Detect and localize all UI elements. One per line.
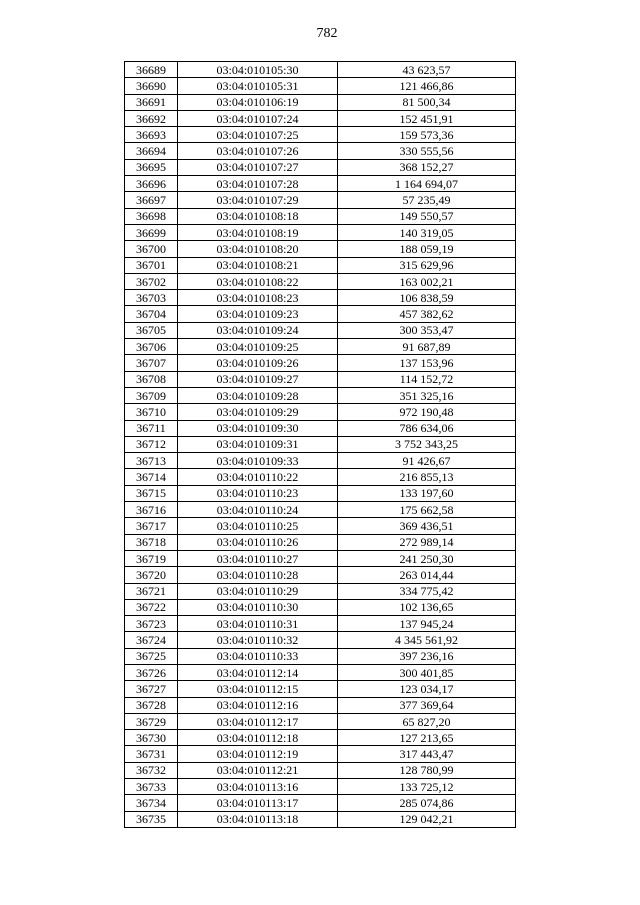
cadastral-value-cell: 216 855,13: [338, 469, 516, 485]
cadastral-number-cell: 03:04:010110:31: [178, 616, 338, 632]
table-row: [125, 567, 516, 583]
cadastral-number-cell: 03:04:010107:26: [178, 143, 338, 159]
cadastral-number-cell: 03:04:010110:33: [178, 648, 338, 664]
row-number-cell: 36728: [125, 697, 178, 713]
cadastral-number-cell: 03:04:010107:29: [178, 192, 338, 208]
table-row: [125, 62, 516, 78]
cadastral-value-cell: 397 236,16: [338, 648, 516, 664]
cadastral-number-cell: 03:04:010108:21: [178, 257, 338, 273]
cadastral-value-cell: 368 152,27: [338, 159, 516, 175]
row-number-cell: 36714: [125, 469, 178, 485]
table-row: [125, 127, 516, 143]
cadastral-number-cell: 03:04:010105:30: [178, 62, 338, 78]
row-number-cell: 36703: [125, 290, 178, 306]
cadastral-number-cell: 03:04:010108:19: [178, 224, 338, 240]
row-number-cell: 36690: [125, 78, 178, 94]
cadastral-number-cell: 03:04:010109:29: [178, 404, 338, 420]
table-row: [125, 779, 516, 795]
table-row: [125, 811, 516, 827]
table-row: [125, 110, 516, 126]
cadastral-number-cell: 03:04:010109:23: [178, 306, 338, 322]
table-row: [125, 795, 516, 811]
cadastral-value-cell: 334 775,42: [338, 583, 516, 599]
row-number-cell: 36727: [125, 681, 178, 697]
cadastral-value-cell: 137 153,96: [338, 355, 516, 371]
cadastral-number-cell: 03:04:010110:27: [178, 550, 338, 566]
row-number-cell: 36695: [125, 159, 178, 175]
table-row: [125, 78, 516, 94]
table-row: [125, 469, 516, 485]
row-number-cell: 36708: [125, 371, 178, 387]
row-number-cell: 36711: [125, 420, 178, 436]
cadastral-value-cell: 3 752 343,25: [338, 436, 516, 452]
cadastral-value-cell: 121 466,86: [338, 78, 516, 94]
row-number-cell: 36726: [125, 664, 178, 680]
cadastral-number-cell: 03:04:010113:17: [178, 795, 338, 811]
row-number-cell: 36696: [125, 176, 178, 192]
row-number-cell: 36697: [125, 192, 178, 208]
table-row: [125, 273, 516, 289]
table-row: [125, 697, 516, 713]
cadastral-number-cell: 03:04:010110:23: [178, 485, 338, 501]
cadastral-number-cell: 03:04:010113:18: [178, 811, 338, 827]
cadastral-value-cell: 972 190,48: [338, 404, 516, 420]
table-row: [125, 143, 516, 159]
cadastral-value-cell: 263 014,44: [338, 567, 516, 583]
table-body: [125, 62, 516, 828]
cadastral-number-cell: 03:04:010109:24: [178, 322, 338, 338]
row-number-cell: 36712: [125, 436, 178, 452]
table-row: [125, 746, 516, 762]
cadastral-value-cell: 123 034,17: [338, 681, 516, 697]
cadastral-value-cell: 128 780,99: [338, 762, 516, 778]
table-row: [125, 648, 516, 664]
cadastral-number-cell: 03:04:010105:31: [178, 78, 338, 94]
page-number: 782: [316, 26, 338, 41]
row-number-cell: 36733: [125, 779, 178, 795]
cadastral-value-table: [124, 61, 516, 828]
table-row: [125, 339, 516, 355]
cadastral-number-cell: 03:04:010109:28: [178, 387, 338, 403]
cadastral-value-cell: 106 838,59: [338, 290, 516, 306]
row-number-cell: 36724: [125, 632, 178, 648]
cadastral-value-cell: 175 662,58: [338, 502, 516, 518]
cadastral-number-cell: 03:04:010109:25: [178, 339, 338, 355]
row-number-cell: 36707: [125, 355, 178, 371]
cadastral-number-cell: 03:04:010107:28: [178, 176, 338, 192]
row-number-cell: 36722: [125, 599, 178, 615]
table-row: [125, 583, 516, 599]
row-number-cell: 36723: [125, 616, 178, 632]
row-number-cell: 36705: [125, 322, 178, 338]
cadastral-number-cell: 03:04:010107:27: [178, 159, 338, 175]
table-row: [125, 404, 516, 420]
row-number-cell: 36691: [125, 94, 178, 110]
cadastral-value-cell: 102 136,65: [338, 599, 516, 615]
row-number-cell: 36694: [125, 143, 178, 159]
cadastral-number-cell: 03:04:010110:28: [178, 567, 338, 583]
table-row: [125, 371, 516, 387]
row-number-cell: 36710: [125, 404, 178, 420]
cadastral-value-cell: 43 623,57: [338, 62, 516, 78]
table-row: [125, 290, 516, 306]
row-number-cell: 36731: [125, 746, 178, 762]
cadastral-value-cell: 285 074,86: [338, 795, 516, 811]
table-row: [125, 241, 516, 257]
cadastral-number-cell: 03:04:010108:20: [178, 241, 338, 257]
table-row: [125, 257, 516, 273]
cadastral-value-cell: 4 345 561,92: [338, 632, 516, 648]
row-number-cell: 36698: [125, 208, 178, 224]
cadastral-value-cell: 272 989,14: [338, 534, 516, 550]
cadastral-value-cell: 188 059,19: [338, 241, 516, 257]
cadastral-value-cell: 300 353,47: [338, 322, 516, 338]
row-number-cell: 36704: [125, 306, 178, 322]
row-number-cell: 36692: [125, 110, 178, 126]
cadastral-number-cell: 03:04:010109:26: [178, 355, 338, 371]
cadastral-number-cell: 03:04:010110:30: [178, 599, 338, 615]
table-row: [125, 208, 516, 224]
cadastral-value-cell: 786 634,06: [338, 420, 516, 436]
cadastral-value-cell: 133 197,60: [338, 485, 516, 501]
row-number-cell: 36715: [125, 485, 178, 501]
table-row: [125, 518, 516, 534]
cadastral-value-cell: 91 687,89: [338, 339, 516, 355]
cadastral-number-cell: 03:04:010110:25: [178, 518, 338, 534]
row-number-cell: 36718: [125, 534, 178, 550]
table-row: [125, 387, 516, 403]
cadastral-value-cell: 351 325,16: [338, 387, 516, 403]
cadastral-value-cell: 137 945,24: [338, 616, 516, 632]
cadastral-value-cell: 317 443,47: [338, 746, 516, 762]
cadastral-value-cell: 129 042,21: [338, 811, 516, 827]
cadastral-value-cell: 241 250,30: [338, 550, 516, 566]
table-row: [125, 730, 516, 746]
table-row: [125, 681, 516, 697]
cadastral-value-cell: 159 573,36: [338, 127, 516, 143]
cadastral-value-cell: 330 555,56: [338, 143, 516, 159]
row-number-cell: 36725: [125, 648, 178, 664]
cadastral-number-cell: 03:04:010107:24: [178, 110, 338, 126]
cadastral-value-cell: 91 426,67: [338, 453, 516, 469]
cadastral-number-cell: 03:04:010112:19: [178, 746, 338, 762]
cadastral-value-cell: 315 629,96: [338, 257, 516, 273]
row-number-cell: 36735: [125, 811, 178, 827]
row-number-cell: 36713: [125, 453, 178, 469]
cadastral-number-cell: 03:04:010112:21: [178, 762, 338, 778]
cadastral-value-cell: 114 152,72: [338, 371, 516, 387]
cadastral-value-cell: 81 500,34: [338, 94, 516, 110]
cadastral-number-cell: 03:04:010112:16: [178, 697, 338, 713]
table-row: [125, 355, 516, 371]
row-number-cell: 36720: [125, 567, 178, 583]
cadastral-value-cell: 369 436,51: [338, 518, 516, 534]
row-number-cell: 36693: [125, 127, 178, 143]
table-row: [125, 502, 516, 518]
cadastral-value-cell: 300 401,85: [338, 664, 516, 680]
table-row: [125, 306, 516, 322]
table-row: [125, 762, 516, 778]
cadastral-number-cell: 03:04:010108:22: [178, 273, 338, 289]
table-row: [125, 485, 516, 501]
cadastral-number-cell: 03:04:010109:30: [178, 420, 338, 436]
cadastral-number-cell: 03:04:010112:17: [178, 713, 338, 729]
cadastral-number-cell: 03:04:010110:32: [178, 632, 338, 648]
row-number-cell: 36701: [125, 257, 178, 273]
cadastral-value-cell: 1 164 694,07: [338, 176, 516, 192]
row-number-cell: 36719: [125, 550, 178, 566]
row-number-cell: 36709: [125, 387, 178, 403]
row-number-cell: 36734: [125, 795, 178, 811]
row-number-cell: 36730: [125, 730, 178, 746]
table-row: [125, 599, 516, 615]
cadastral-number-cell: 03:04:010110:29: [178, 583, 338, 599]
cadastral-value-cell: 457 382,62: [338, 306, 516, 322]
cadastral-value-cell: 127 213,65: [338, 730, 516, 746]
row-number-cell: 36702: [125, 273, 178, 289]
table-row: [125, 453, 516, 469]
table-row: [125, 94, 516, 110]
cadastral-value-cell: 65 827,20: [338, 713, 516, 729]
cadastral-value-cell: 152 451,91: [338, 110, 516, 126]
row-number-cell: 36717: [125, 518, 178, 534]
table-row: [125, 713, 516, 729]
table-row: [125, 534, 516, 550]
cadastral-value-cell: 163 002,21: [338, 273, 516, 289]
row-number-cell: 36721: [125, 583, 178, 599]
row-number-cell: 36706: [125, 339, 178, 355]
cadastral-value-cell: 140 319,05: [338, 224, 516, 240]
cadastral-number-cell: 03:04:010108:18: [178, 208, 338, 224]
table-row: [125, 420, 516, 436]
cadastral-number-cell: 03:04:010106:19: [178, 94, 338, 110]
cadastral-number-cell: 03:04:010112:15: [178, 681, 338, 697]
cadastral-number-cell: 03:04:010112:14: [178, 664, 338, 680]
table-row: [125, 176, 516, 192]
cadastral-value-cell: 149 550,57: [338, 208, 516, 224]
cadastral-number-cell: 03:04:010109:27: [178, 371, 338, 387]
table-row: [125, 192, 516, 208]
cadastral-number-cell: 03:04:010110:24: [178, 502, 338, 518]
cadastral-value-cell: 57 235,49: [338, 192, 516, 208]
row-number-cell: 36699: [125, 224, 178, 240]
table-row: [125, 224, 516, 240]
table-row: [125, 632, 516, 648]
cadastral-number-cell: 03:04:010109:31: [178, 436, 338, 452]
table-row: [125, 550, 516, 566]
cadastral-value-cell: 133 725,12: [338, 779, 516, 795]
cadastral-number-cell: 03:04:010110:26: [178, 534, 338, 550]
cadastral-value-cell: 377 369,64: [338, 697, 516, 713]
row-number-cell: 36716: [125, 502, 178, 518]
table-row: [125, 664, 516, 680]
table-row: [125, 322, 516, 338]
cadastral-number-cell: 03:04:010108:23: [178, 290, 338, 306]
row-number-cell: 36700: [125, 241, 178, 257]
row-number-cell: 36732: [125, 762, 178, 778]
table-row: [125, 436, 516, 452]
cadastral-number-cell: 03:04:010110:22: [178, 469, 338, 485]
cadastral-number-cell: 03:04:010112:18: [178, 730, 338, 746]
cadastral-number-cell: 03:04:010113:16: [178, 779, 338, 795]
cadastral-number-cell: 03:04:010107:25: [178, 127, 338, 143]
cadastral-number-cell: 03:04:010109:33: [178, 453, 338, 469]
table-row: [125, 159, 516, 175]
row-number-cell: 36689: [125, 62, 178, 78]
row-number-cell: 36729: [125, 713, 178, 729]
table-row: [125, 616, 516, 632]
